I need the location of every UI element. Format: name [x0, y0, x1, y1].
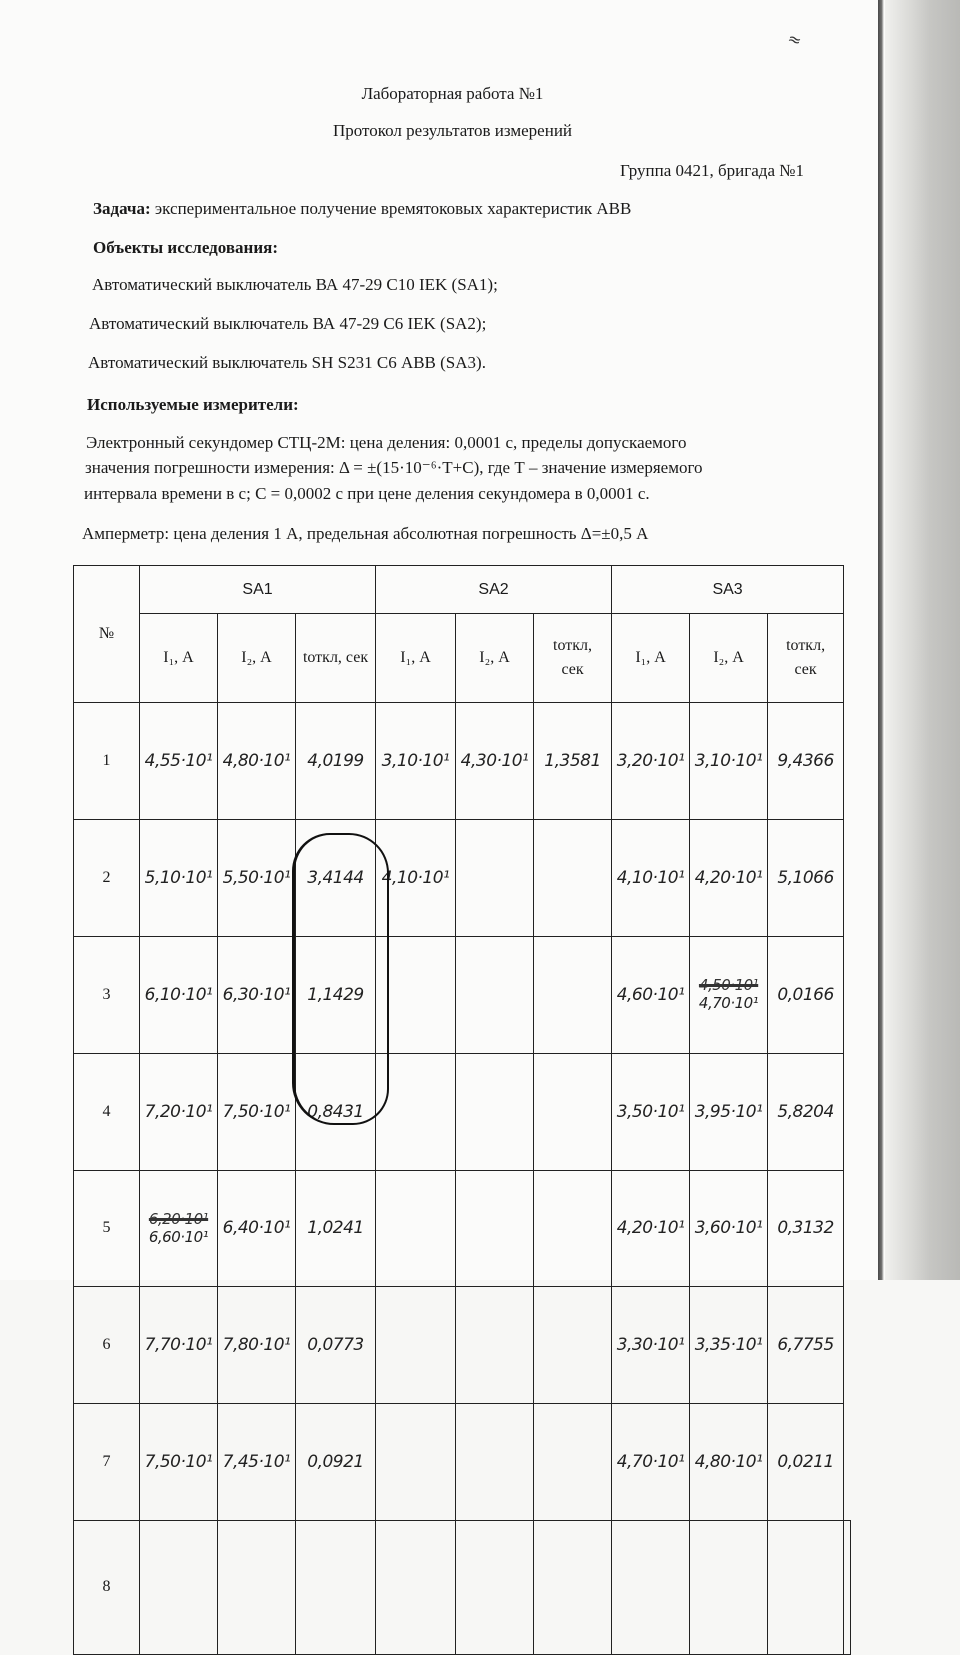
object-item: Автоматический выключатель SH S231 С6 ABB (SA3).	[88, 353, 486, 372]
handwritten-value: 1,0241	[307, 1218, 364, 1239]
measurement-cell	[690, 1287, 768, 1404]
handwritten-value: 7,45·10¹	[222, 1452, 291, 1473]
handwritten-value: 4,80·10¹	[222, 751, 291, 772]
handwritten-value: 4,60·10¹	[616, 984, 685, 1005]
measurement-cell	[296, 1520, 376, 1654]
measurement-cell	[140, 1404, 218, 1521]
column-header: tоткл, сек	[296, 614, 376, 703]
measurement-cell	[218, 820, 296, 937]
measurement-cell	[456, 1404, 534, 1521]
stopwatch-text: Электронный секундомер СТЦ-2М: цена деления: 0,0001 с, пределы допускаемого	[86, 433, 687, 452]
handwritten-value: 6,40·10¹	[222, 1218, 291, 1239]
row-number: 5	[74, 1170, 140, 1287]
row-number: 6	[74, 1287, 140, 1404]
measurement-cell	[296, 703, 376, 820]
task-text: экспериментальное получение времятоковых характеристик АВВ	[154, 199, 632, 218]
measurement-cell	[612, 1287, 690, 1404]
table-column-header	[74, 614, 851, 703]
row-number: 1	[74, 703, 140, 820]
objects-heading: Объекты исследования:	[93, 238, 278, 257]
measurement-cell	[296, 1404, 376, 1521]
measurement-cell	[140, 937, 218, 1054]
handwritten-value: 3,60·10¹	[694, 1218, 763, 1239]
column-header: I₂, А	[456, 614, 534, 703]
table-row	[74, 1404, 851, 1521]
handwritten-value: 5,8204	[777, 1101, 834, 1122]
document-subtitle: Протокол результатов измерений	[332, 121, 573, 140]
struck-value: 6,20·10¹	[148, 1209, 209, 1228]
struck-value: 4,50·10¹	[698, 976, 759, 995]
measurement-cell	[768, 1053, 844, 1170]
measurement-cell	[534, 1520, 612, 1654]
measurement-cell	[456, 1287, 534, 1404]
measurement-cell	[690, 937, 768, 1054]
handwritten-value: 4,80·10¹	[694, 1452, 763, 1473]
handwritten-value: 0,0921	[307, 1452, 364, 1473]
handwritten-value: 3,50·10¹	[616, 1101, 685, 1122]
measurement-cell	[690, 1404, 768, 1521]
column-header: I₁, А	[612, 614, 690, 703]
row-number: 2	[74, 820, 140, 937]
measurement-cell	[768, 1520, 844, 1654]
column-header: tоткл, сек	[768, 614, 844, 703]
measurement-cell	[218, 1053, 296, 1170]
column-header-number: №	[74, 566, 140, 703]
measurement-cell	[534, 1287, 612, 1404]
handwritten-value: 3,10·10¹	[381, 751, 450, 772]
measurement-cell	[218, 937, 296, 1054]
handwritten-value: 3,4144	[307, 868, 364, 889]
handwritten-value: 4,70·10¹	[698, 994, 759, 1013]
handwritten-value: 4,20·10¹	[694, 868, 763, 889]
measurement-cell	[456, 1170, 534, 1287]
task-line	[93, 199, 631, 219]
measurement-cell	[376, 1287, 456, 1404]
measurement-cell	[612, 1170, 690, 1287]
measurement-cell	[376, 703, 456, 820]
measurement-cell	[612, 1053, 690, 1170]
measurement-cell	[690, 1520, 768, 1654]
row-number: 8	[74, 1520, 140, 1654]
ammeter-text: Амперметр: цена деления 1 А, предельная абсолютная погрешность Δ=±0,5 А	[82, 524, 649, 543]
handwritten-value: 3,95·10¹	[694, 1101, 763, 1122]
measurement-cell	[612, 703, 690, 820]
stopwatch-text: значения погрешности измерения: Δ = ±(15·10⁻⁶·Т+С), где Т – значение измеряемого	[85, 458, 703, 477]
measurement-cell	[296, 1170, 376, 1287]
measurement-cell	[768, 1170, 844, 1287]
measurement-cell	[140, 703, 218, 820]
handwritten-value: 9,4366	[777, 751, 834, 772]
background-surface	[885, 0, 960, 1280]
measurement-cell	[218, 1170, 296, 1287]
column-header: I₁, А	[376, 614, 456, 703]
handwritten-value: 0,0773	[307, 1335, 364, 1356]
table-row	[74, 1287, 851, 1404]
handwritten-value: 5,1066	[777, 868, 834, 889]
measurement-cell	[376, 1404, 456, 1521]
measurement-cell	[768, 703, 844, 820]
measurement-cell	[218, 703, 296, 820]
measurement-cell	[296, 1287, 376, 1404]
handwritten-value: 3,35·10¹	[694, 1335, 763, 1356]
handwritten-value: 7,50·10¹	[144, 1452, 213, 1473]
measurement-cell	[376, 1170, 456, 1287]
group-info: Группа 0421, бригада №1	[620, 161, 804, 180]
handwritten-value: 4,0199	[307, 751, 364, 772]
handwritten-value: 5,50·10¹	[222, 868, 291, 889]
measurement-cell	[218, 1520, 296, 1654]
handwritten-value: 7,80·10¹	[222, 1335, 291, 1356]
handwritten-value: 6,7755	[777, 1335, 834, 1356]
handwritten-value: 1,3581	[544, 751, 601, 772]
handwritten-value: 6,10·10¹	[144, 984, 213, 1005]
handwritten-value: 4,20·10¹	[616, 1218, 685, 1239]
handwritten-value: 0,3132	[777, 1218, 834, 1239]
measurement-cell	[140, 820, 218, 937]
row-number: 4	[74, 1053, 140, 1170]
paper-edge-shadow	[878, 0, 884, 1280]
handwritten-value: 7,20·10¹	[144, 1101, 213, 1122]
measurement-cell	[218, 1404, 296, 1521]
table-row	[74, 1053, 851, 1170]
measurement-cell	[690, 1170, 768, 1287]
hand-drawn-bracket	[292, 833, 389, 1125]
document-title: Лабораторная работа №1	[361, 84, 544, 103]
measurement-cell	[456, 937, 534, 1054]
handwritten-value: 0,8431	[307, 1101, 364, 1122]
measurement-cell	[612, 1404, 690, 1521]
handwritten-value: 7,70·10¹	[144, 1335, 213, 1356]
object-item: Автоматический выключатель ВА 47-29 С10 IEK (SA1);	[92, 275, 498, 294]
handwritten-value: 4,30·10¹	[460, 751, 529, 772]
table-row	[74, 937, 851, 1054]
handwritten-value: 4,55·10¹	[144, 751, 213, 772]
handwritten-value: 6,60·10¹	[148, 1227, 209, 1246]
measurement-cell	[690, 703, 768, 820]
instruments-heading: Используемые измерители:	[87, 395, 299, 414]
measurements-table	[73, 565, 851, 1655]
group-header-sa1: SA1	[140, 566, 376, 614]
group-header-sa2: SA2	[376, 566, 612, 614]
column-header: I₁, А	[140, 614, 218, 703]
handwritten-value: 7,50·10¹	[222, 1101, 291, 1122]
measurement-cell	[768, 1404, 844, 1521]
measurement-cell	[690, 1053, 768, 1170]
column-header: tоткл, сек	[534, 614, 612, 703]
measurement-cell	[534, 703, 612, 820]
measurement-cell	[612, 937, 690, 1054]
row-number: 7	[74, 1404, 140, 1521]
stopwatch-text: интервала времени в с; С = 0,0002 с при цене деления секундомера в 0,0001 с.	[84, 484, 650, 503]
measurement-cell	[534, 1170, 612, 1287]
handwritten-value: 1,1429	[307, 984, 364, 1005]
measurement-cell	[456, 820, 534, 937]
column-header: I₂, А	[690, 614, 768, 703]
handwritten-value: 0,0166	[777, 984, 834, 1005]
measurement-cell	[768, 820, 844, 937]
measurement-cell	[140, 1287, 218, 1404]
task-label: Задача:	[93, 199, 151, 218]
measurement-cell	[456, 1053, 534, 1170]
handwritten-value: 5,10·10¹	[144, 868, 213, 889]
measurement-cell	[690, 820, 768, 937]
column-header: I₂, А	[218, 614, 296, 703]
measurement-cell	[534, 937, 612, 1054]
measurement-cell	[534, 1053, 612, 1170]
handwritten-value: 3,20·10¹	[616, 751, 685, 772]
measurement-cell	[218, 1287, 296, 1404]
handwritten-value: 4,70·10¹	[616, 1452, 685, 1473]
handwritten-value: 3,30·10¹	[616, 1335, 685, 1356]
table-row	[74, 703, 851, 820]
measurement-cell	[140, 1520, 218, 1654]
pen-mark: ≈	[785, 28, 805, 51]
measurement-cell	[612, 820, 690, 937]
measurement-cell	[456, 1520, 534, 1654]
measurement-cell	[456, 703, 534, 820]
object-item: Автоматический выключатель ВА 47-29 С6 IEK (SA2);	[89, 314, 487, 333]
table-row	[74, 1520, 851, 1654]
row-number: 3	[74, 937, 140, 1054]
group-header-sa3: SA3	[612, 566, 844, 614]
handwritten-value: 6,30·10¹	[222, 984, 291, 1005]
measurement-cell	[534, 820, 612, 937]
handwritten-value: 4,10·10¹	[616, 868, 685, 889]
measurement-cell	[612, 1520, 690, 1654]
measurement-cell	[140, 1053, 218, 1170]
measurement-cell	[534, 1404, 612, 1521]
table-group-header	[74, 566, 851, 614]
measurement-cell	[376, 1520, 456, 1654]
measurement-cell	[844, 1520, 851, 1654]
table-row	[74, 820, 851, 937]
measurement-cell	[768, 1287, 844, 1404]
handwritten-value: 4,10·10¹	[381, 868, 450, 889]
measurement-cell	[140, 1170, 218, 1287]
measurement-cell	[768, 937, 844, 1054]
handwritten-value: 0,0211	[777, 1452, 834, 1473]
table-row	[74, 1170, 851, 1287]
handwritten-value: 3,10·10¹	[694, 751, 763, 772]
